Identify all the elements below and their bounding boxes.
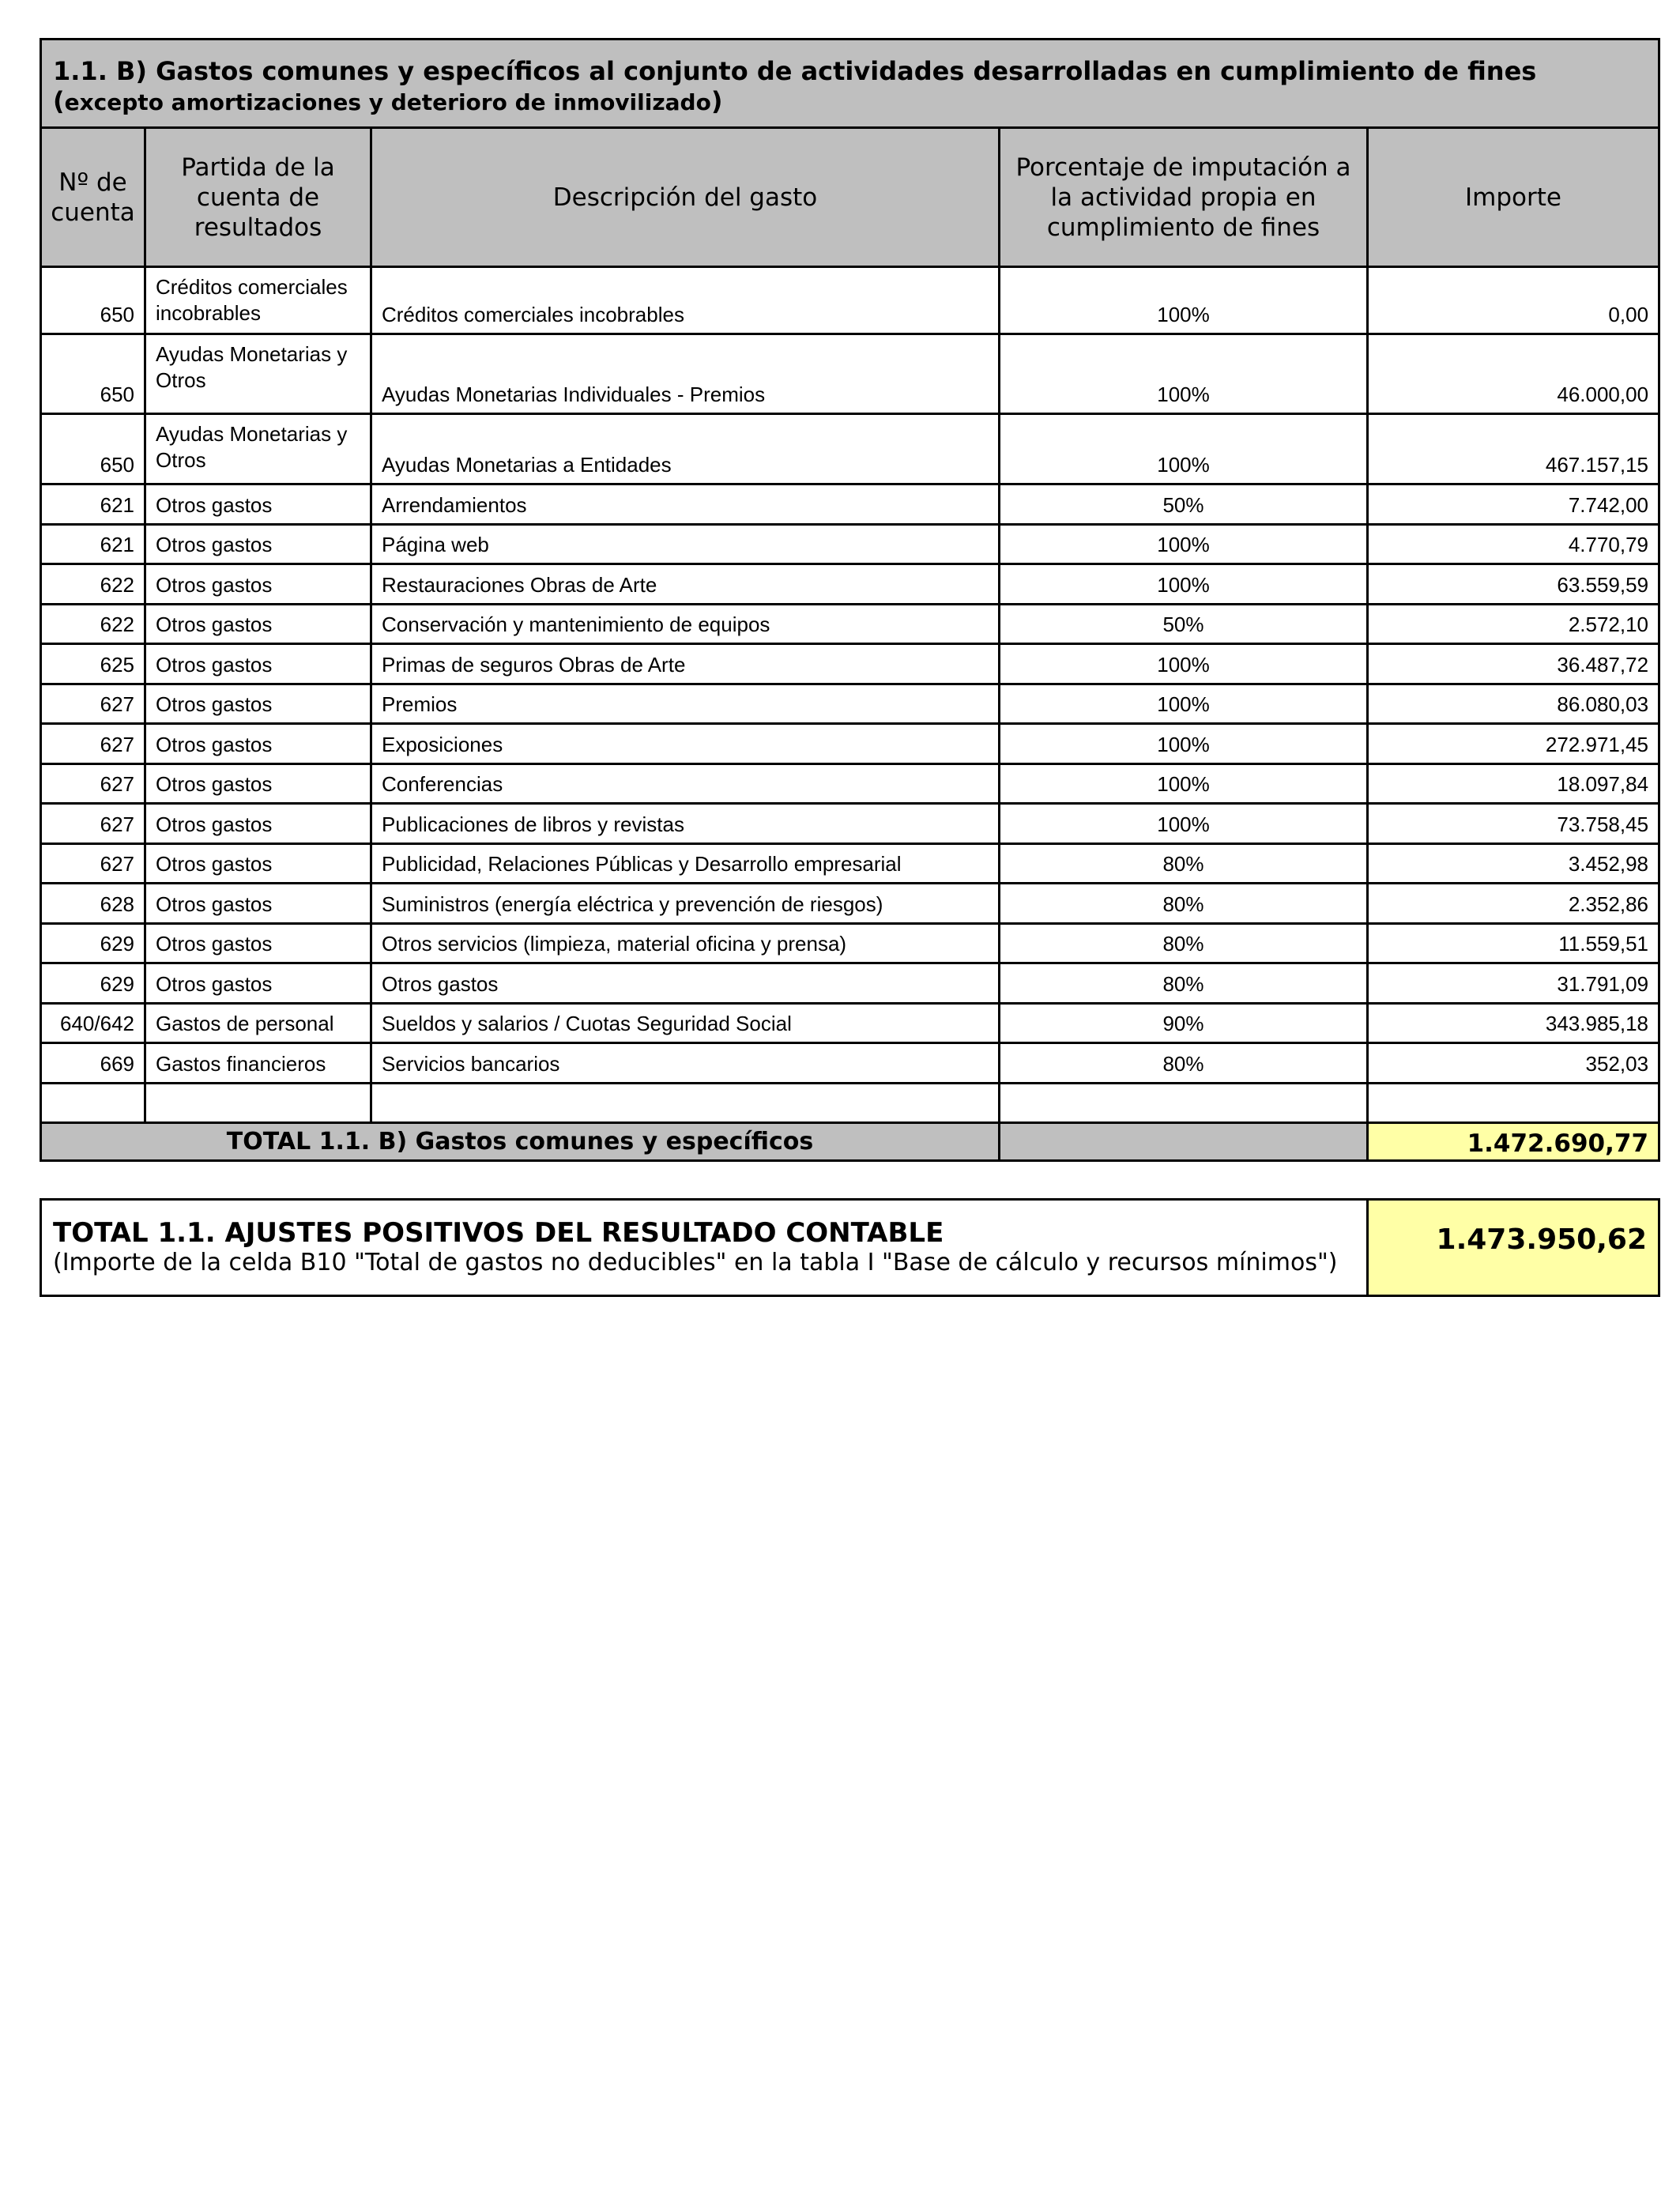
cell-cuenta: 650 — [41, 334, 145, 414]
cell-cuenta: 622 — [41, 604, 145, 644]
cell-porcentaje: 50% — [1000, 484, 1368, 525]
header-descripcion: Descripción del gasto — [371, 128, 1000, 267]
cell-cuenta: 627 — [41, 763, 145, 804]
table-header-row — [41, 128, 1659, 267]
cell-porcentaje: 80% — [1000, 1043, 1368, 1084]
header-cuenta: Nº de cuenta — [41, 128, 145, 267]
table-row — [41, 884, 1659, 924]
adjustments-table — [40, 1198, 1660, 1297]
table-row — [41, 334, 1659, 414]
empty-cell — [1000, 1083, 1368, 1122]
cell-porcentaje: 80% — [1000, 843, 1368, 884]
empty-row — [41, 1083, 1659, 1122]
cell-descripcion: Ayudas Monetarias a Entidades — [371, 414, 1000, 484]
cell-descripcion: Sueldos y salarios / Cuotas Seguridad Social — [371, 1003, 1000, 1043]
total-row — [41, 1122, 1659, 1160]
cell-cuenta: 650 — [41, 414, 145, 484]
cell-importe: 73.758,45 — [1368, 804, 1659, 844]
cell-porcentaje: 100% — [1000, 804, 1368, 844]
table-row — [41, 804, 1659, 844]
cell-descripcion: Créditos comerciales incobrables — [371, 267, 1000, 334]
table-row — [41, 484, 1659, 525]
cell-porcentaje: 100% — [1000, 414, 1368, 484]
header-partida: Partida de la cuenta de resultados — [145, 128, 371, 267]
cell-importe: 36.487,72 — [1368, 644, 1659, 684]
cell-partida: Ayudas Monetarias y Otros — [145, 334, 371, 414]
cell-porcentaje: 100% — [1000, 564, 1368, 605]
cell-porcentaje: 80% — [1000, 884, 1368, 924]
cell-cuenta: 650 — [41, 267, 145, 334]
cell-porcentaje: 100% — [1000, 724, 1368, 764]
cell-partida: Otros gastos — [145, 684, 371, 724]
header-importe: Importe — [1368, 128, 1659, 267]
table-row — [41, 644, 1659, 684]
table-row — [41, 963, 1659, 1004]
cell-partida: Otros gastos — [145, 963, 371, 1004]
cell-descripcion: Primas de seguros Obras de Arte — [371, 644, 1000, 684]
cell-cuenta: 628 — [41, 884, 145, 924]
cell-cuenta: 627 — [41, 684, 145, 724]
empty-cell — [371, 1083, 1000, 1122]
cell-partida: Ayudas Monetarias y Otros — [145, 414, 371, 484]
cell-porcentaje: 100% — [1000, 334, 1368, 414]
cell-partida: Otros gastos — [145, 724, 371, 764]
cell-importe: 0,00 — [1368, 267, 1659, 334]
cell-partida: Otros gastos — [145, 884, 371, 924]
cell-importe: 11.559,51 — [1368, 923, 1659, 963]
cell-importe: 343.985,18 — [1368, 1003, 1659, 1043]
cell-descripcion: Página web — [371, 524, 1000, 564]
table-row — [41, 923, 1659, 963]
cell-porcentaje: 80% — [1000, 963, 1368, 1004]
adjustments-note: (Importe de la celda B10 "Total de gastos no deducibles" en la tabla I "Base de cálculo y recursos mínimos") — [53, 1249, 1338, 1276]
cell-partida: Otros gastos — [145, 644, 371, 684]
cell-descripcion: Otros gastos — [371, 963, 1000, 1004]
cell-descripcion: Servicios bancarios — [371, 1043, 1000, 1084]
cell-descripcion: Ayudas Monetarias Individuales - Premios — [371, 334, 1000, 414]
cell-descripcion: Restauraciones Obras de Arte — [371, 564, 1000, 605]
cell-porcentaje: 90% — [1000, 1003, 1368, 1043]
table-row — [41, 414, 1659, 484]
cell-cuenta: 621 — [41, 524, 145, 564]
cell-descripcion: Premios — [371, 684, 1000, 724]
adjustments-value: 1.473.950,62 — [1368, 1200, 1659, 1296]
cell-cuenta: 622 — [41, 564, 145, 605]
cell-descripcion: Suministros (energía eléctrica y prevención de riesgos) — [371, 884, 1000, 924]
total-value: 1.472.690,77 — [1368, 1122, 1659, 1160]
adjustments-row — [41, 1200, 1659, 1296]
cell-partida: Otros gastos — [145, 604, 371, 644]
cell-cuenta: 640/642 — [41, 1003, 145, 1043]
cell-descripcion: Arrendamientos — [371, 484, 1000, 525]
header-porcentaje: Porcentaje de imputación a la actividad propia en cumplimiento de fines — [1000, 128, 1368, 267]
cell-importe: 46.000,00 — [1368, 334, 1659, 414]
cell-importe: 31.791,09 — [1368, 963, 1659, 1004]
expenses-table — [40, 38, 1660, 1162]
cell-partida: Otros gastos — [145, 804, 371, 844]
empty-cell — [1368, 1083, 1659, 1122]
table-body — [41, 267, 1659, 1123]
cell-cuenta: 627 — [41, 843, 145, 884]
cell-importe: 2.352,86 — [1368, 884, 1659, 924]
cell-partida: Otros gastos — [145, 843, 371, 884]
total-label: TOTAL 1.1. B) Gastos comunes y específicos — [41, 1122, 1000, 1160]
table-row — [41, 763, 1659, 804]
cell-porcentaje: 100% — [1000, 763, 1368, 804]
cell-descripcion: Conservación y mantenimiento de equipos — [371, 604, 1000, 644]
table-row — [41, 684, 1659, 724]
table-title-close: ) — [710, 85, 723, 116]
cell-importe: 2.572,10 — [1368, 604, 1659, 644]
cell-cuenta: 625 — [41, 644, 145, 684]
cell-cuenta: 621 — [41, 484, 145, 525]
table-row — [41, 1043, 1659, 1084]
cell-descripcion: Publicaciones de libros y revistas — [371, 804, 1000, 844]
cell-porcentaje: 50% — [1000, 604, 1368, 644]
empty-cell — [145, 1083, 371, 1122]
table-row — [41, 564, 1659, 605]
table-row — [41, 604, 1659, 644]
cell-descripcion: Conferencias — [371, 763, 1000, 804]
table-row — [41, 267, 1659, 334]
cell-importe: 3.452,98 — [1368, 843, 1659, 884]
adjustments-title: TOTAL 1.1. AJUSTES POSITIVOS DEL RESULTADO CONTABLE — [53, 1217, 944, 1249]
cell-partida: Otros gastos — [145, 524, 371, 564]
cell-importe: 63.559,59 — [1368, 564, 1659, 605]
total-empty-cell — [1000, 1122, 1368, 1160]
cell-cuenta: 629 — [41, 963, 145, 1004]
cell-partida: Gastos de personal — [145, 1003, 371, 1043]
cell-cuenta: 669 — [41, 1043, 145, 1084]
cell-descripcion: Publicidad, Relaciones Públicas y Desarrollo empresarial — [371, 843, 1000, 884]
cell-partida: Gastos financieros — [145, 1043, 371, 1084]
table-title-sub: excepto amortizaciones y deterioro de inmovilizado — [64, 89, 711, 115]
table-title — [41, 40, 1659, 128]
cell-partida: Otros gastos — [145, 564, 371, 605]
cell-descripcion: Exposiciones — [371, 724, 1000, 764]
table-row — [41, 724, 1659, 764]
table-row — [41, 843, 1659, 884]
cell-porcentaje: 100% — [1000, 684, 1368, 724]
cell-descripcion: Otros servicios (limpieza, material oficina y prensa) — [371, 923, 1000, 963]
cell-importe: 18.097,84 — [1368, 763, 1659, 804]
adjustments-label-cell — [41, 1200, 1368, 1296]
cell-porcentaje: 100% — [1000, 644, 1368, 684]
cell-importe: 86.080,03 — [1368, 684, 1659, 724]
cell-cuenta: 627 — [41, 724, 145, 764]
cell-importe: 7.742,00 — [1368, 484, 1659, 525]
cell-importe: 272.971,45 — [1368, 724, 1659, 764]
cell-cuenta: 627 — [41, 804, 145, 844]
cell-porcentaje: 80% — [1000, 923, 1368, 963]
empty-cell — [41, 1083, 145, 1122]
cell-partida: Otros gastos — [145, 923, 371, 963]
cell-partida: Otros gastos — [145, 484, 371, 525]
cell-importe: 4.770,79 — [1368, 524, 1659, 564]
cell-porcentaje: 100% — [1000, 524, 1368, 564]
cell-importe: 467.157,15 — [1368, 414, 1659, 484]
table-title-main: 1.1. B) Gastos comunes y específicos al conjunto de actividades desarrolladas en cumplimiento de fines ( — [53, 55, 1537, 116]
table-row — [41, 524, 1659, 564]
table-row — [41, 1003, 1659, 1043]
cell-importe: 352,03 — [1368, 1043, 1659, 1084]
cell-partida: Créditos comerciales incobrables — [145, 267, 371, 334]
cell-partida: Otros gastos — [145, 763, 371, 804]
cell-porcentaje: 100% — [1000, 267, 1368, 334]
cell-cuenta: 629 — [41, 923, 145, 963]
